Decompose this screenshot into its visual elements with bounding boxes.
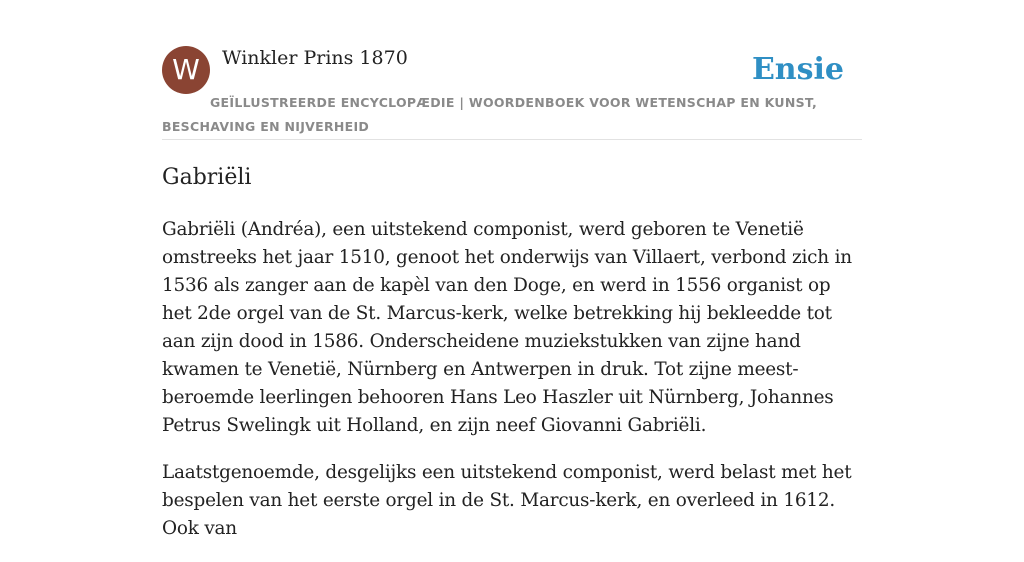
article-title: Gabriëli bbox=[162, 165, 252, 190]
ensie-logo[interactable]: Ensie bbox=[751, 52, 844, 87]
source-header bbox=[162, 46, 862, 140]
article-paragraph: Laatstgenoemde, desgelijks een uitstekend componist, werd belast met het bespelen van het eerste orgel in de St. Marcus-kerk, en overleed in 1612. Ook van bbox=[162, 462, 852, 539]
source-title[interactable]: Winkler Prins 1870 bbox=[222, 47, 408, 69]
article-paragraph: Gabriëli (Andréa), een uitstekend componist, werd geboren te Venetië omstreeks het jaar 1510, genoot het onderwijs van Villaert, verbond zich in 1536 als zanger aan de kapèl van den Doge, en werd in 1556 organist op het 2de orgel van de St. Marcus-kerk, welke betrekking hij bekleedde tot aan zijn dood in 1586. Onderscheidene muziekstukken van zijne hand kwamen te Venetië, Nürnberg en Antwerpen in druk. Tot zijne meest-beroemde leerlingen behooren Hans Leo Haszler uit Nürnberg, Johannes Petrus Swelingk uit Holland, en zijn neef Giovanni Gabriëli. bbox=[162, 219, 852, 436]
source-avatar[interactable]: W bbox=[162, 46, 210, 94]
article-body bbox=[162, 216, 862, 562]
source-subtitle: GEÏLLUSTREERDE ENCYCLOPÆDIE | WOORDENBOEK VOOR WETENSCHAP EN KUNST, BESCHAVING EN NIJVERHEID bbox=[162, 95, 818, 134]
